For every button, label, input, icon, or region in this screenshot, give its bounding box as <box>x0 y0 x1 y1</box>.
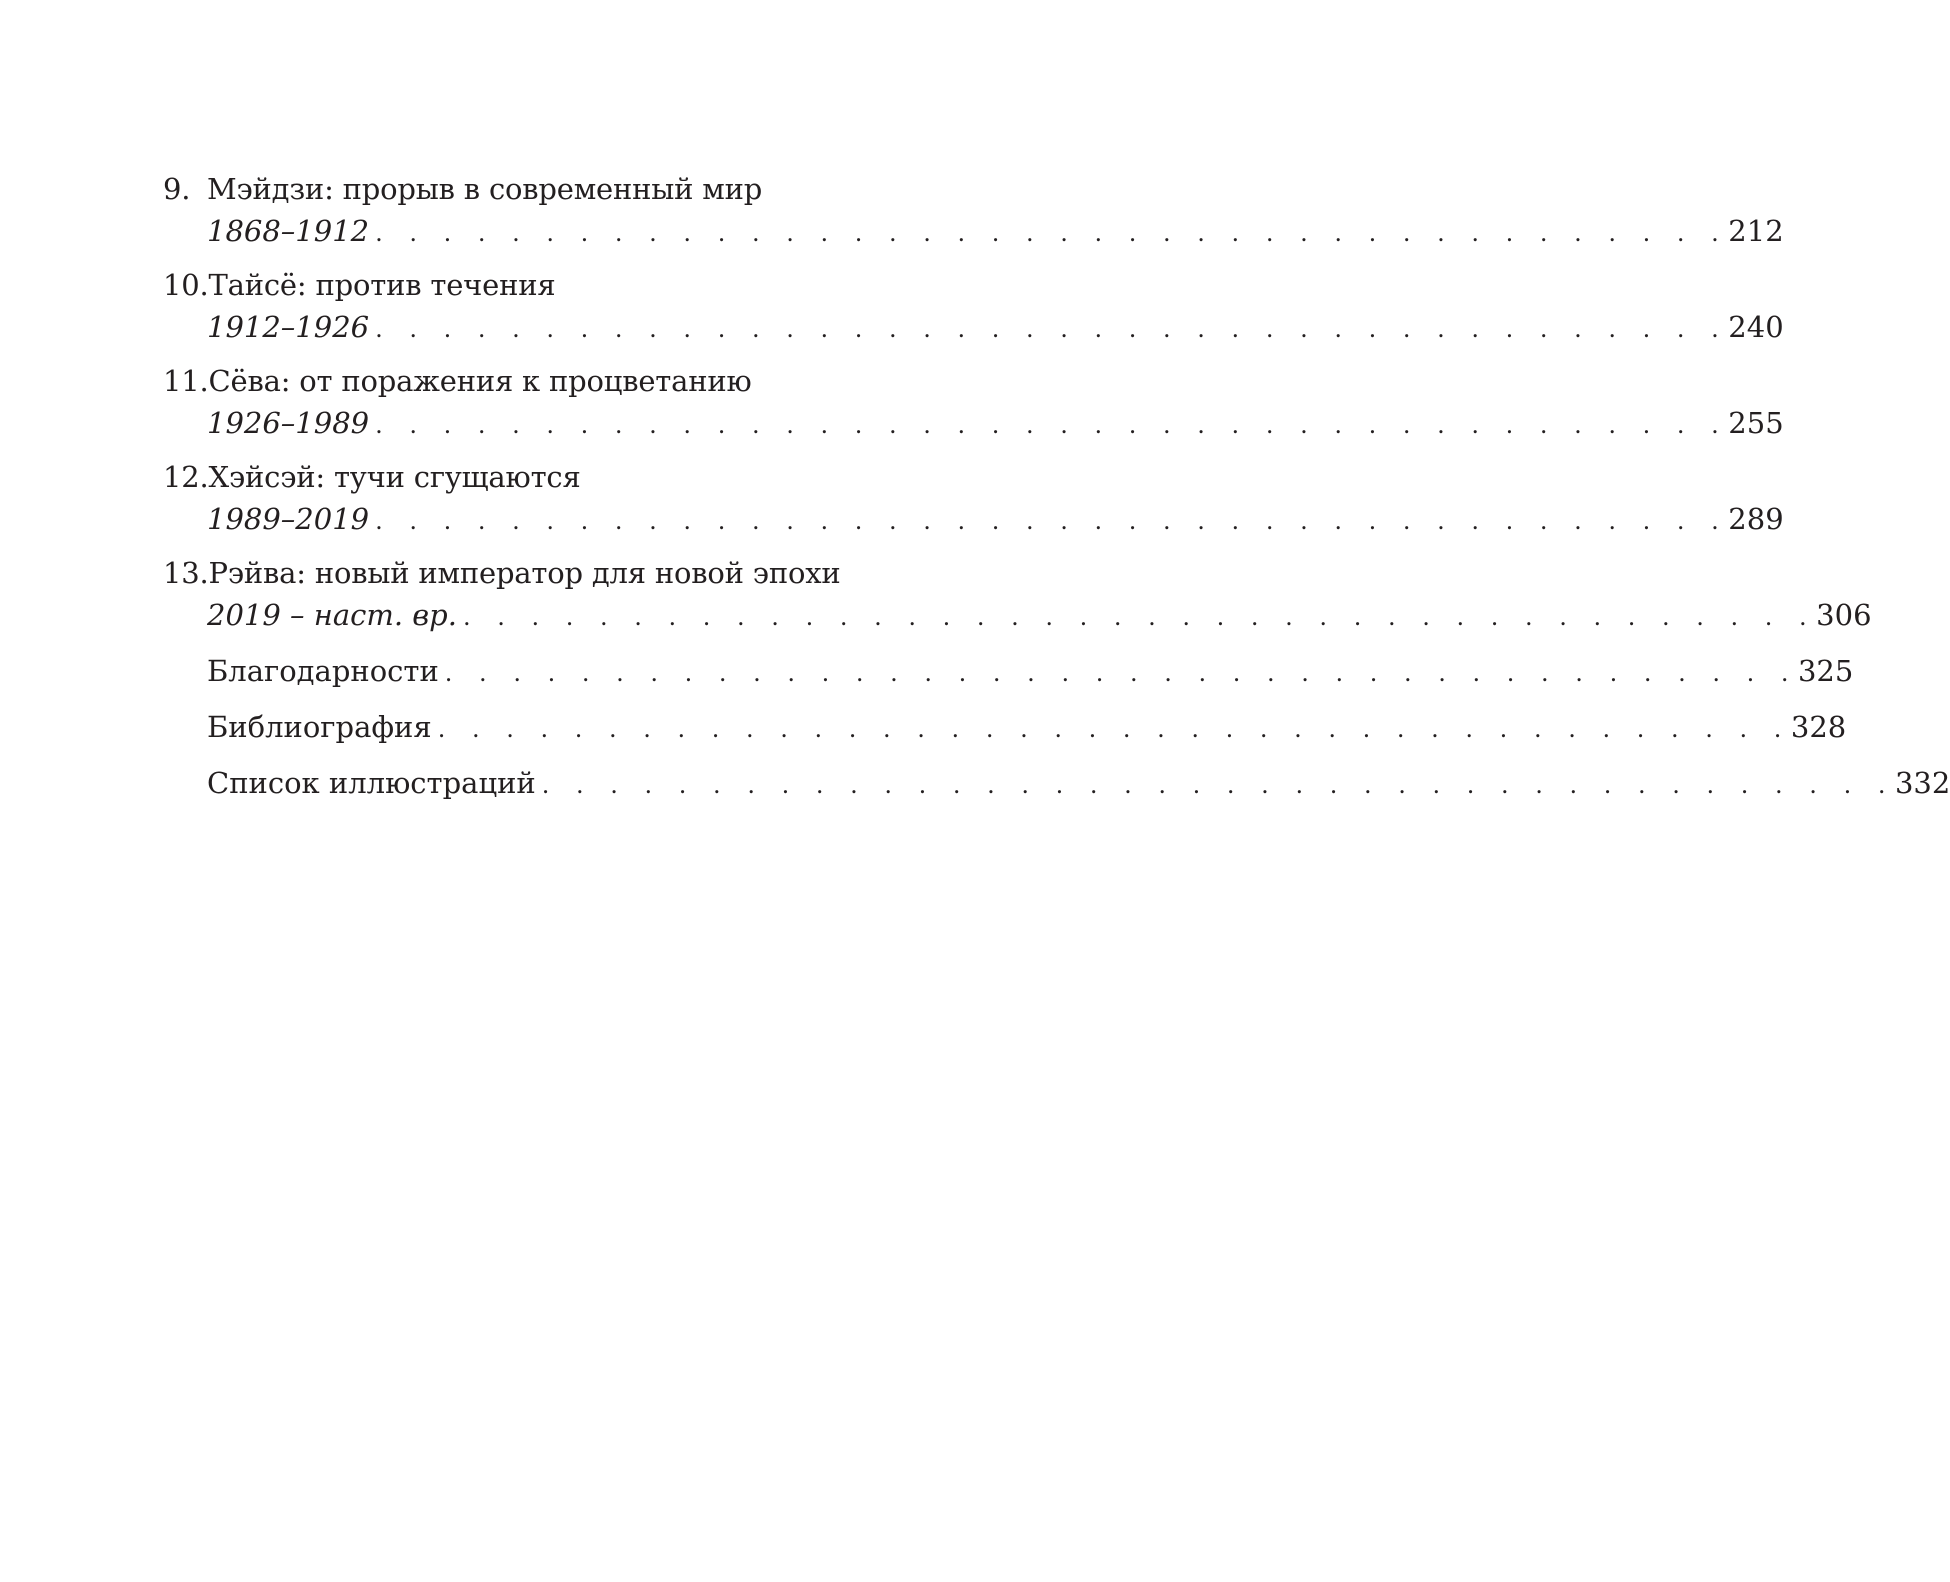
page-number: 328 <box>1790 710 1847 744</box>
chapter-number: 10. <box>163 268 209 302</box>
back-matter-title: Библиография <box>207 710 432 744</box>
chapter-period: 1912–1926 <box>207 310 370 344</box>
chapter-title: Мэйдзи: прорыв в современный мир <box>207 172 763 206</box>
chapter-number: 12. <box>163 460 209 494</box>
dot-leader: . . . . . . . . . . . . . . . . . . . . . . . . . . . . . . . . . . . . . . . . <box>541 771 1895 799</box>
table-of-contents <box>163 168 1950 804</box>
chapter-title: Сёва: от поражения к процветанию <box>208 364 752 398</box>
chapter-number: 13. <box>163 556 209 590</box>
dot-leader: . . . . . . . . . . . . . . . . . . . . . . . . . . . . . . . . . . . . . . . . <box>375 411 1729 439</box>
dot-leader: . . . . . . . . . . . . . . . . . . . . . . . . . . . . . . . . . . . . . . . . <box>462 603 1817 631</box>
toc-bibliography <box>163 706 1847 748</box>
dot-leader: . . . . . . . . . . . . . . . . . . . . . . . . . . . . . . . . . . . . . . . . <box>375 315 1729 343</box>
page-number: 332 <box>1894 766 1950 800</box>
back-matter-title: Список иллюстраций <box>207 766 536 800</box>
chapter-title: Рэйва: новый император для новой эпохи <box>208 556 841 590</box>
toc-acknowledgements <box>163 650 1854 692</box>
page-number: 212 <box>1728 214 1784 248</box>
dot-leader: . . . . . . . . . . . . . . . . . . . . . . . . . . . . . . . . . . . . . . . . <box>437 715 1791 743</box>
chapter-number: 9. <box>163 172 191 206</box>
toc-chapter-13 <box>163 552 1872 636</box>
page-number: 255 <box>1728 406 1784 440</box>
chapter-period: 1926–1989 <box>207 406 370 440</box>
chapter-period: 1868–1912 <box>207 214 370 248</box>
chapter-period: 1989–2019 <box>207 502 370 536</box>
page-number: 306 <box>1816 598 1872 632</box>
chapter-title: Хэйсэй: тучи сгущаются <box>208 460 581 494</box>
chapter-title: Тайсё: против течения <box>208 268 556 302</box>
page-number: 325 <box>1797 654 1854 688</box>
toc-chapter-9 <box>163 168 1784 252</box>
chapter-number: 11. <box>163 364 209 398</box>
back-matter-title: Благодарности <box>207 654 439 688</box>
dot-leader: . . . . . . . . . . . . . . . . . . . . . . . . . . . . . . . . . . . . . . . . <box>375 219 1729 247</box>
toc-chapter-12 <box>163 456 1784 540</box>
dot-leader: . . . . . . . . . . . . . . . . . . . . . . . . . . . . . . . . . . . . . . . . <box>375 507 1729 535</box>
page-number: 289 <box>1728 502 1784 536</box>
toc-list-of-illustrations <box>163 762 1950 804</box>
chapter-period: 2019 – наст. вр. <box>207 598 457 632</box>
page-number: 240 <box>1728 310 1784 344</box>
toc-chapter-11 <box>163 360 1784 444</box>
toc-chapter-10 <box>163 264 1784 348</box>
dot-leader: . . . . . . . . . . . . . . . . . . . . . . . . . . . . . . . . . . . . . . . . <box>444 659 1798 687</box>
